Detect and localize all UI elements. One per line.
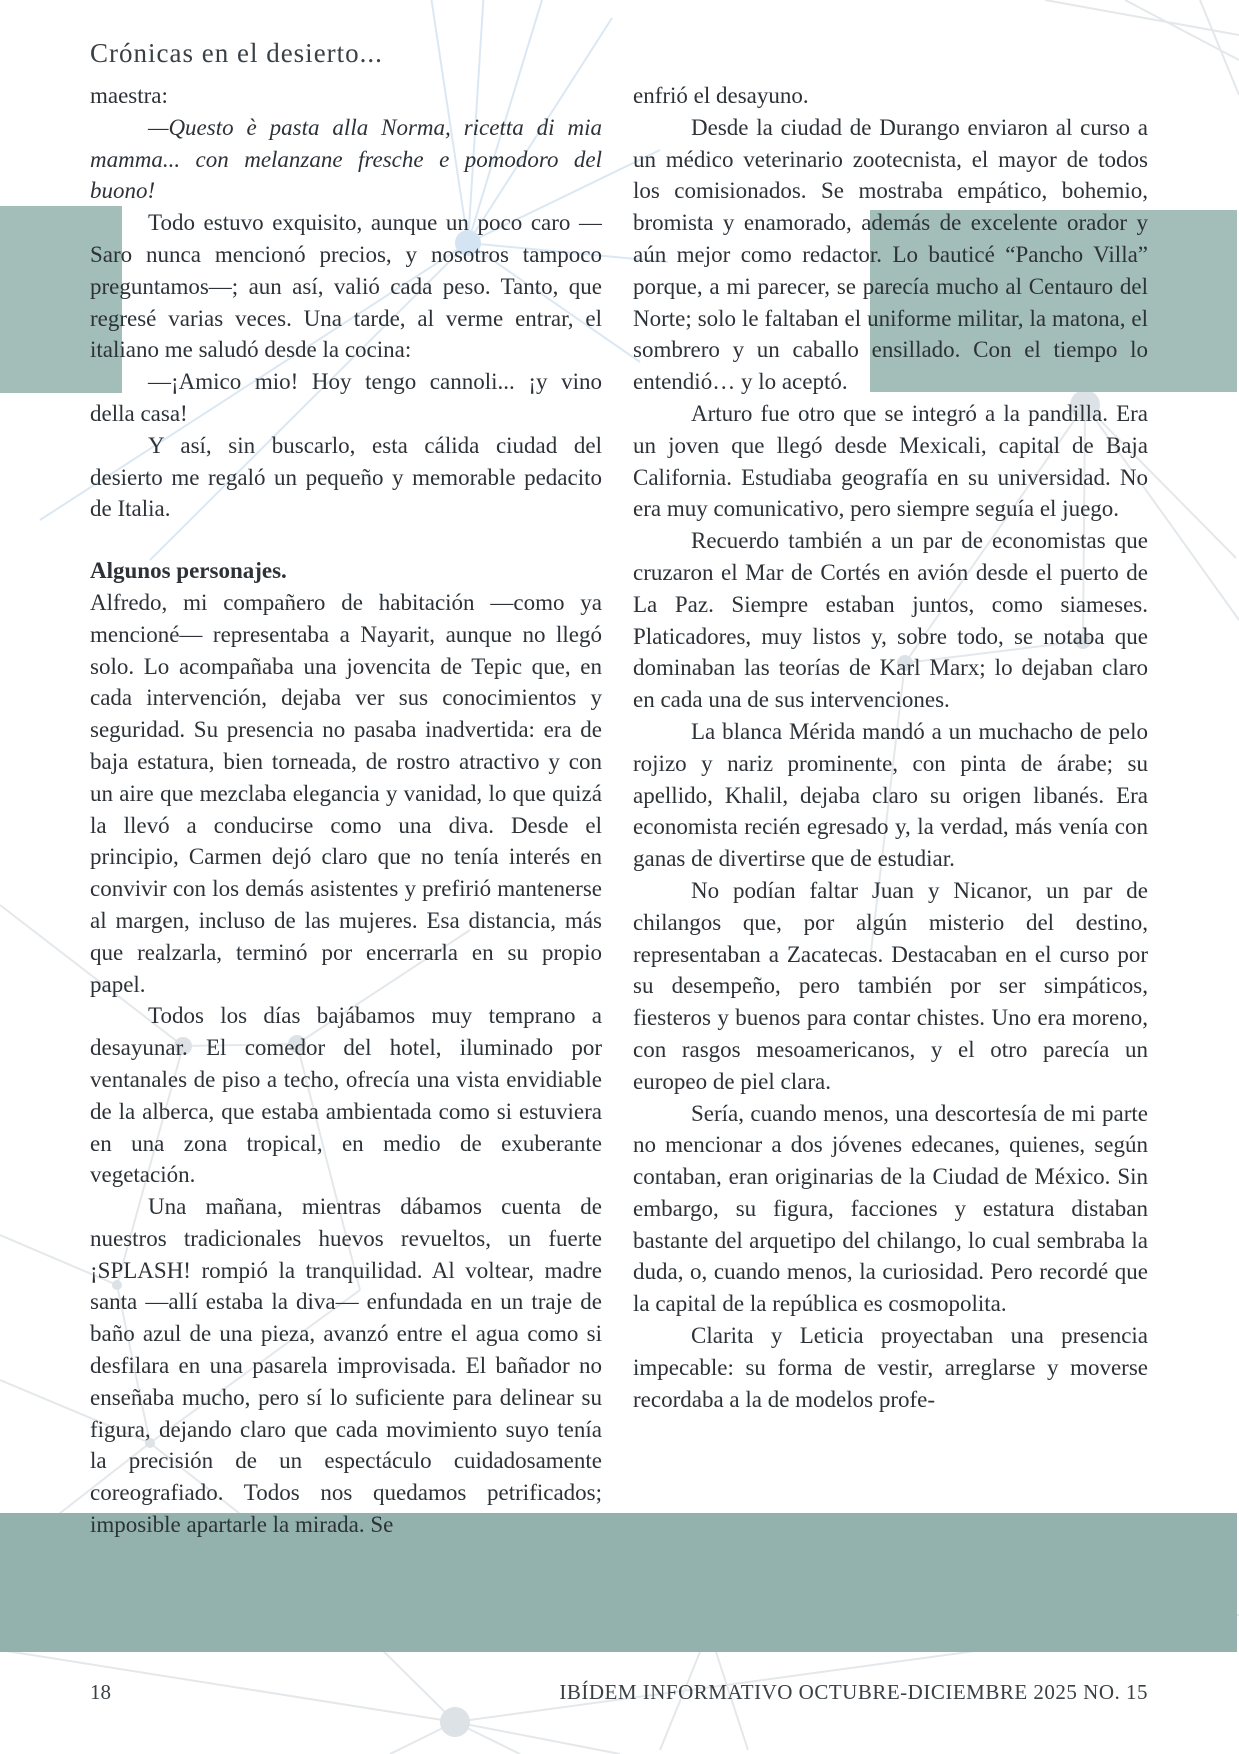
text-column-left <box>90 80 602 1680</box>
body-paragraph: enfrió el desayuno. <box>633 83 809 108</box>
body-paragraph: Todos los días bajábamos muy temprano a desayunar. El comedor del hotel, iluminado por ventanales de piso a techo, ofrecía una vista envidiable de la alberca, que estaba ambientada como si estuviera en una zona tropical, en medio de exuberante vegetación. <box>90 1003 602 1188</box>
body-paragraph: —Questo è pasta alla Norma, ricetta di mia mamma... con melanzane fresche e pomodoro del buono! <box>90 114 602 204</box>
body-paragraph: Recuerdo también a un par de economistas que cruzaron el Mar de Cortés en avión desde el puerto de La Paz. Siempre estaban juntos, como siameses. Platicadores, muy listos y, sobre todo, se notaba que dominaban las teorías de Karl Marx; lo dejaban claro en cada una de sus intervenciones. <box>633 528 1148 713</box>
section-heading: Algunos personajes. <box>90 558 287 584</box>
body-paragraph: Sería, cuando menos, una descortesía de mi parte no mencionar a dos jóvenes edecanes, quienes, según contaban, eran originarias de la Ciudad de México. Sin embargo, su figura, facciones y estatura distaban bastante del arquetipo del chilango, lo cual sembraba la duda, o, cuando menos, la curiosidad. Pero recordé que la capital de la república es cosmopolita. <box>633 1100 1148 1317</box>
running-header-title: Crónicas en el desierto... <box>90 38 383 68</box>
body-paragraph: Alfredo, mi compañero de habitación —como ya mencioné— representaba a Nayarit, aunque no llegó solo. Lo acompañaba una jovencita de Tepic que, en cada intervención, dejaba ver sus conocimientos y seguridad. Su presencia no pasaba inadvertida: era de baja estatura, bien torneada, de rostro atractivo y con un aire que mezclaba elegancia y vanidad, lo que quizá la llevó a conducirse como una diva. Desde el principio, Carmen dejó claro que no tenía interés en convivir con los demás asistentes y prefirió mantenerse al margen, incluso de las mujeres. Esa distancia, más que realzarla, terminó por encerrarla en su propio papel. <box>90 589 602 997</box>
body-paragraph: Y así, sin buscarlo, esta cálida ciudad del desierto me regaló un pequeño y memorable pedacito de Italia. <box>90 432 602 522</box>
body-paragraph: Arturo fue otro que se integró a la pandilla. Era un joven que llegó desde Mexicali, capital de Baja California. Estudiaba geografía en su universidad. No era muy comunicativo, pero siempre seguía el juego. <box>633 400 1148 522</box>
body-paragraph: Desde la ciudad de Durango enviaron al curso a un médico veterinario zootecnista, el mayor de todos los comisionados. Se mostraba empático, bohemio, bromista y enamorado, además de excelente orador y aún mejor como redactor. Lo bauticé “Pancho Villa” porque, a mi parecer, se parecía mucho al Centauro del Norte; solo le faltaban el uniforme militar, la matona, el sombrero y un caballo ensillado. Con el tiempo lo entendió… y lo aceptó. <box>633 114 1148 395</box>
body-paragraph: maestra: <box>90 83 168 108</box>
body-paragraph: —¡Amico mio! Hoy tengo cannoli... ¡y vino della casa! <box>90 369 602 426</box>
body-paragraph: La blanca Mérida mandó a un muchacho de pelo rojizo y nariz prominente, con pinta de árabe; su apellido, Khalil, dejaba claro su origen libanés. Era economista recién egresado y, la verdad, más venía con ganas de divertirse que de estudiar. <box>633 718 1148 872</box>
footer-issue-line: IBÍDEM INFORMATIVO OCTUBRE-DICIEMBRE 2025 NO. 15 <box>559 1680 1148 1704</box>
text-column-right <box>633 80 1148 1680</box>
body-paragraph: No podían faltar Juan y Nicanor, un par de chilangos que, por algún misterio del destino, representaban a Zacatecas. Destacaban en el curso por su desempeño, pero también por ser simpáticos, fiesteros y buenos para contar chistes. Uno era moreno, con rasgos mesoamericanos, y el otro parecía un europeo de piel clara. <box>633 877 1148 1094</box>
body-paragraph: Una mañana, mientras dábamos cuenta de nuestros tradicionales huevos revueltos, un fuerte ¡SPLASH! rompió la tranquilidad. Al voltear, madre santa —allí estaba la diva— enfundada en un traje de baño azul de una pieza, avanzó entre el agua como si desfilara en una pasarela improvisada. El bañador no enseñaba mucho, pero sí lo suficiente para delinear su figura, dejando claro que cada movimiento suyo tenía la precisión de un espectáculo cuidadosamente coreografiado. Todos nos quedamos petrificados; imposible apartarle la mirada. Se <box>90 1194 602 1538</box>
body-paragraph: Clarita y Leticia proyectaban una presencia impecable: su forma de vestir, arreglarse y moverse recordaba a la de modelos profe- <box>633 1323 1148 1412</box>
body-paragraph: Todo estuvo exquisito, aunque un poco caro —Saro nunca mencionó precios, y nosotros tampoco preguntamos—; aun así, valió cada peso. Tanto, que regresé varias veces. Una tarde, al verme entrar, el italiano me saludó desde la cocina: <box>90 210 602 363</box>
footer-page-number: 18 <box>90 1680 111 1704</box>
